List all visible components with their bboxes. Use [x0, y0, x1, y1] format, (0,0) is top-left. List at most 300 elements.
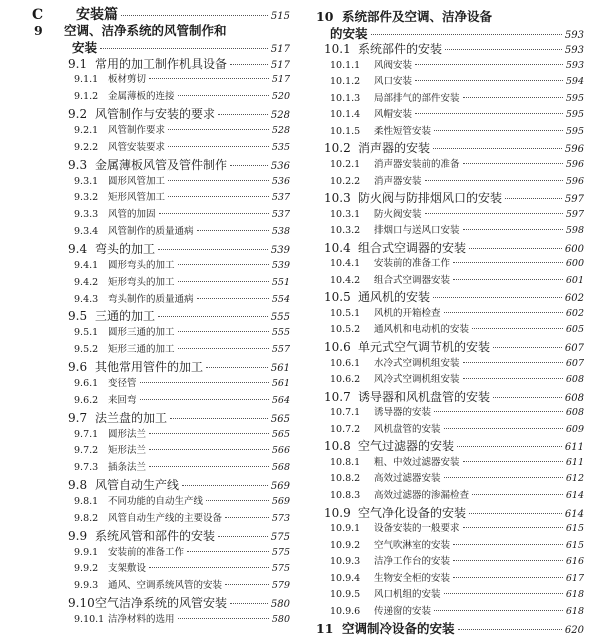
toc-page-number: 593 [565, 59, 584, 71]
toc-number: 9.3.2 [74, 192, 99, 204]
toc-title: 洁净材料的选用 [108, 613, 175, 625]
toc-page-number: 593 [564, 29, 584, 41]
toc-number: 10.1.3 [330, 92, 361, 104]
toc-entry-sub [74, 341, 290, 355]
dot-leader [121, 15, 268, 16]
toc-title: 其他常用管件的加工 [95, 360, 204, 375]
toc-page-number: 566 [271, 445, 290, 457]
toc-page-number: 616 [565, 556, 584, 568]
toc-title: 矩形三通的加工 [108, 344, 175, 356]
toc-entry-sec [324, 504, 584, 521]
toc-number: 10.6.2 [330, 374, 361, 386]
toc-title: 圆形三通的加工 [108, 327, 175, 339]
toc-title: 组合式空调器安装 [374, 274, 451, 286]
dot-leader [158, 316, 268, 317]
dot-leader [453, 544, 563, 545]
dot-leader [453, 560, 563, 561]
toc-page-number: 608 [565, 407, 584, 419]
toc-title: 传递窗的安装 [374, 605, 432, 617]
dot-leader [168, 146, 269, 147]
dot-leader [149, 567, 269, 568]
toc-entry-sub [330, 222, 584, 236]
toc-title: 空气吹淋室的安装 [374, 539, 451, 551]
dot-leader [453, 279, 563, 280]
dot-leader [433, 297, 562, 298]
toc-title: 柔性短管安装 [374, 125, 432, 137]
toc-title: 常用的加工制作机具设备 [95, 56, 228, 71]
dot-leader [140, 399, 269, 400]
toc-number: 10.1.2 [330, 76, 361, 88]
toc-title: 设备安装的一般要求 [374, 523, 460, 535]
toc-page-number: 517 [270, 43, 290, 55]
dot-leader [178, 264, 269, 265]
toc-number: 10.9.3 [330, 556, 361, 568]
dot-leader [425, 180, 563, 181]
toc-page-number: 539 [271, 259, 290, 271]
toc-title: 安装前的准备工作 [108, 546, 185, 558]
toc-page-number: 536 [271, 175, 290, 187]
toc-page-number: 617 [565, 572, 584, 584]
toc-entry-sub [330, 470, 584, 484]
toc-number: 9.5 [68, 309, 88, 324]
toc-entry-sub [74, 88, 290, 102]
dot-leader [493, 347, 562, 348]
toc-entry-sub [330, 173, 584, 187]
toc-title: 风机的开箱检查 [374, 307, 441, 319]
toc-entry-sub [74, 611, 290, 625]
toc-entry-sec [68, 240, 290, 257]
toc-page-number: 596 [565, 158, 584, 170]
toc-number: 9.7.3 [74, 462, 99, 474]
toc-number: 11 [316, 621, 334, 637]
toc-entry-sec [68, 358, 290, 375]
toc-page-number: 611 [564, 442, 584, 454]
dot-leader [425, 213, 563, 214]
toc-page-number: 598 [565, 225, 584, 237]
toc-entry-sub [330, 570, 584, 584]
dot-leader [505, 198, 562, 199]
toc-entry-sec [68, 307, 290, 324]
toc-entry-sec [324, 239, 584, 256]
dot-leader [178, 348, 269, 349]
toc-title: 的安装 [330, 25, 368, 41]
toc-number: 9.2.2 [74, 141, 99, 153]
toc-number: 9.3.3 [74, 209, 99, 221]
toc-number: 10.3 [324, 191, 351, 206]
toc-page-number: 561 [270, 363, 290, 375]
toc-title: 金属薄板风管及管件制作 [95, 157, 228, 172]
toc-entry-sub [74, 206, 290, 220]
toc-entry-sec [324, 437, 584, 454]
toc-number: 9.1.2 [74, 91, 99, 103]
toc-entry-sub [74, 577, 290, 591]
toc-entry-sub [330, 305, 584, 319]
toc-entry-sub [74, 71, 290, 85]
dot-leader [149, 466, 269, 467]
toc-entry-sec [324, 288, 584, 305]
toc-page-number: 568 [271, 462, 290, 474]
toc-entry-sub [330, 123, 584, 137]
toc-number: 9.3.4 [74, 226, 99, 238]
toc-page-number: 607 [565, 357, 584, 369]
toc-number: 10.4.2 [330, 274, 361, 286]
toc-entry-sub [74, 122, 290, 136]
toc-number: 9.8.1 [74, 495, 99, 507]
toc-page-number: 536 [270, 160, 290, 172]
toc-entry-sub [330, 106, 584, 120]
toc-title: 风冷式空调机组安装 [374, 374, 460, 386]
toc-page-number: 614 [565, 489, 584, 501]
toc-title: 空调、洁净系统的风管制作和 [64, 22, 227, 38]
toc-entry-sub [74, 392, 290, 406]
toc-entry-sec [324, 189, 584, 206]
toc-page-number: 551 [271, 276, 290, 288]
toc-entry-sub [330, 156, 584, 170]
toc-title: 系统部件的安装 [358, 42, 443, 57]
toc-number: C [32, 7, 44, 23]
toc-title: 洁净工作台的安装 [374, 556, 451, 568]
toc-page-number: 593 [564, 45, 584, 57]
toc-entry-sec [324, 40, 584, 57]
toc-page-number: 612 [565, 473, 584, 485]
toc-entry-sec [68, 55, 290, 72]
toc-entry-sub [74, 291, 290, 305]
toc-title: 安装前的准备工作 [374, 258, 451, 270]
toc-entry-sub [330, 537, 584, 551]
toc-entry-sub [74, 442, 290, 456]
toc-number: 9.9.2 [74, 563, 99, 575]
toc-title: 风机盘管的安装 [374, 423, 441, 435]
toc-number: 9.4 [68, 242, 88, 257]
toc-title: 高效过滤器的渗漏检查 [374, 489, 470, 501]
dot-leader [168, 129, 269, 130]
dot-leader [472, 328, 563, 329]
toc-number: 9.10 [68, 596, 95, 611]
dot-leader [434, 411, 563, 412]
toc-page-number: 600 [564, 243, 584, 255]
toc-page-number: 528 [271, 125, 290, 137]
dot-leader [230, 31, 287, 32]
toc-title: 金属薄板的连接 [108, 91, 175, 103]
toc-entry-sub [330, 487, 584, 501]
toc-entry-sub [330, 206, 584, 220]
toc-entry-sub [330, 586, 584, 600]
toc-page-number: 557 [271, 344, 290, 356]
toc-page-number: 515 [270, 11, 290, 22]
toc-entry-ch [34, 21, 290, 39]
dot-leader [444, 477, 563, 478]
toc-number: 10.8.3 [330, 489, 361, 501]
dot-leader [458, 629, 562, 630]
toc-title: 生物安全柜的安装 [374, 572, 451, 584]
toc-page-number: 555 [270, 312, 290, 324]
toc-title: 消声器安装前的准备 [374, 158, 460, 170]
dot-leader [225, 584, 269, 585]
toc-page-number: 535 [271, 141, 290, 153]
toc-title: 空气净化设备的安装 [358, 505, 467, 520]
toc-page-number: 602 [565, 307, 584, 319]
toc-number: 9.9.3 [74, 580, 99, 592]
toc-page-number: 537 [271, 192, 290, 204]
toc-title: 高效过滤器安装 [374, 473, 441, 485]
toc-page-number: 608 [564, 392, 584, 404]
toc-entry-sub [74, 324, 290, 338]
toc-entry-cont [72, 38, 290, 56]
toc-page-number: 579 [271, 580, 290, 592]
toc-title: 诱导器和风机盘管的安装 [358, 389, 491, 404]
toc-number: 9.5.1 [74, 327, 99, 339]
toc-entry-sec [68, 105, 290, 122]
toc-entry-sub [74, 459, 290, 473]
dot-leader [218, 114, 268, 115]
dot-leader [433, 148, 562, 149]
toc-title: 来回弯 [108, 394, 137, 406]
toc-page-number: 600 [565, 258, 584, 270]
toc-entry-sec [68, 594, 290, 611]
toc-page-number: 517 [270, 59, 290, 71]
toc-entry-sub [74, 189, 290, 203]
toc-entry-sub [74, 544, 290, 558]
toc-number: 10.9.2 [330, 539, 361, 551]
toc-number: 9.6.2 [74, 394, 99, 406]
dot-leader [463, 461, 563, 462]
toc-number: 10.9 [324, 505, 351, 520]
toc-page-number: 537 [271, 209, 290, 221]
toc-number: 10 [316, 9, 334, 24]
toc-title: 风管制作的质量通病 [108, 226, 194, 238]
dot-leader [472, 494, 563, 495]
toc-page-number: 602 [564, 293, 584, 305]
dot-leader [415, 113, 563, 114]
toc-page-number: 611 [565, 456, 584, 468]
toc-number: 10.3.1 [330, 208, 361, 220]
toc-entry-sub [74, 510, 290, 524]
toc-number: 10.7 [324, 389, 351, 404]
toc-number: 9.3 [68, 157, 88, 172]
toc-page-number: 564 [271, 394, 290, 406]
toc-page-number: 596 [564, 144, 584, 156]
dot-leader [453, 577, 563, 578]
toc-entry-cont [330, 24, 584, 42]
dot-leader [444, 428, 563, 429]
dot-leader [453, 262, 563, 263]
toc-title: 风管制作与安装的要求 [95, 107, 216, 122]
cut-off-top-entry [308, 0, 598, 3]
toc-title: 局部排气的部件安装 [374, 92, 460, 104]
toc-page-number: 595 [565, 125, 584, 137]
toc-number: 9.7.2 [74, 445, 99, 457]
toc-page-number: 595 [565, 92, 584, 104]
dot-leader [444, 312, 563, 313]
toc-page-number: 528 [270, 110, 290, 122]
toc-entry-sub [330, 255, 584, 269]
toc-page-number: 554 [271, 293, 290, 305]
toc-title: 矩形弯头的加工 [108, 276, 175, 288]
toc-title: 安装 [72, 39, 98, 55]
dot-leader [463, 362, 563, 363]
toc-title: 风管制作要求 [108, 125, 166, 137]
dot-leader [206, 500, 269, 501]
dot-leader [159, 213, 269, 214]
toc-entry-sub [330, 553, 584, 567]
toc-title: 组合式空调器的安装 [358, 240, 467, 255]
toc-number: 9.8 [68, 478, 88, 493]
toc-entry-sub [74, 274, 290, 288]
toc-page-number: 565 [270, 413, 290, 425]
dot-leader [149, 433, 269, 434]
toc-number: 9.10.1 [74, 613, 105, 625]
dot-leader [178, 281, 269, 282]
toc-title: 三通的加工 [95, 309, 156, 324]
toc-page-number: 605 [565, 324, 584, 336]
toc-number: 9.4.1 [74, 259, 99, 271]
toc-page-number: 609 [565, 423, 584, 435]
toc-entry-sub [330, 371, 584, 385]
toc-number: 10.5.1 [330, 307, 361, 319]
toc-title: 弯头的加工 [95, 242, 156, 257]
dot-leader [493, 397, 562, 398]
dot-leader [469, 248, 562, 249]
toc-page-number: 615 [565, 523, 584, 535]
toc-page-number: 538 [271, 226, 290, 238]
toc-number: 9.6.1 [74, 377, 99, 389]
toc-title: 安装篇 [76, 7, 118, 23]
dot-leader [415, 64, 563, 65]
toc-number: 10.9.1 [330, 523, 361, 535]
toc-page-number: 575 [271, 546, 290, 558]
dot-leader [158, 249, 268, 250]
toc-page-number: 620 [564, 625, 584, 637]
toc-entry-sec [68, 476, 290, 493]
toc-title: 风阀安装 [374, 59, 413, 71]
dot-leader [495, 17, 581, 18]
dot-leader [170, 418, 268, 419]
dot-leader [469, 513, 562, 514]
dot-leader [230, 603, 268, 604]
toc-entry-sub [330, 520, 584, 534]
dot-leader [463, 378, 563, 379]
dot-leader [225, 517, 269, 518]
dot-leader [149, 449, 269, 450]
toc-number: 10.2.2 [330, 175, 361, 187]
toc-number: 10.9.5 [330, 589, 361, 601]
toc-title: 风管安装要求 [108, 141, 166, 153]
dot-leader [100, 48, 268, 49]
toc-title: 风管的加固 [108, 209, 156, 221]
dot-leader [457, 446, 562, 447]
toc-title: 风口机组的安装 [374, 589, 441, 601]
toc-title: 风帽安装 [374, 109, 413, 121]
toc-page-number: 596 [565, 175, 584, 187]
toc-number: 9.1 [68, 56, 88, 71]
toc-number: 10.8.1 [330, 456, 361, 468]
toc-entry-sub [330, 454, 584, 468]
dot-leader [197, 298, 269, 299]
toc-title: 防火阀安装 [374, 208, 422, 220]
toc-entry-sub [330, 404, 584, 418]
toc-number: 10.9.6 [330, 605, 361, 617]
toc-title: 板材剪切 [108, 74, 147, 86]
toc-entry-sub [330, 90, 584, 104]
toc-number: 10.1.1 [330, 59, 361, 71]
toc-entry-sub [330, 321, 584, 335]
dot-leader [415, 80, 563, 81]
toc-title: 粗、中效过滤器安装 [374, 456, 460, 468]
toc-page-number: 614 [564, 508, 584, 520]
toc-title: 消声器安装 [374, 175, 422, 187]
toc-number: 10.7.1 [330, 407, 361, 419]
toc-page-number: 520 [271, 91, 290, 103]
toc-number: 9 [34, 22, 43, 38]
toc-entry-sec [324, 388, 584, 405]
toc-page-number: 573 [271, 512, 290, 524]
toc-number: 10.6.1 [330, 357, 361, 369]
toc-page-number: 517 [271, 74, 290, 86]
toc-number: 9.8.2 [74, 512, 99, 524]
toc-number: 10.5 [324, 290, 351, 305]
toc-title: 弯头制作的质量通病 [108, 293, 194, 305]
dot-leader [218, 536, 268, 537]
toc-title: 防火阀与防排烟风口的安装 [358, 191, 503, 206]
toc-title: 系统部件及空调、洁净设备 [342, 9, 493, 24]
dot-leader [197, 230, 269, 231]
dot-leader [168, 180, 269, 181]
toc-number: 9.2 [68, 107, 88, 122]
toc-entry-sub [74, 257, 290, 271]
toc-entry-sub [74, 375, 290, 389]
toc-title: 空调制冷设备的安装 [342, 621, 455, 637]
toc-entry-sub [74, 560, 290, 574]
toc-entry-ch [316, 7, 584, 25]
toc-entry-ch [316, 619, 584, 637]
toc-title: 排烟口与送风口安装 [374, 225, 460, 237]
toc-page-number: 597 [564, 194, 584, 206]
toc-page-number: 595 [565, 109, 584, 121]
toc-number: 10.9.4 [330, 572, 361, 584]
toc-number: 9.9.1 [74, 546, 99, 558]
toc-number: 10.2 [324, 141, 351, 156]
toc-entry-sub [74, 493, 290, 507]
toc-number: 10.2.1 [330, 158, 361, 170]
toc-title: 变径管 [108, 377, 137, 389]
toc-page-number: 580 [270, 599, 290, 611]
toc-title: 矩形法兰 [108, 445, 147, 457]
toc-number: 10.1.5 [330, 125, 361, 137]
toc-entry-sub [74, 173, 290, 187]
toc-title: 水冷式空调机组安装 [374, 357, 460, 369]
toc-entry-sub [330, 603, 584, 617]
dot-leader [168, 196, 269, 197]
toc-entry-sub [330, 421, 584, 435]
toc-number: 10.4 [324, 240, 351, 255]
dot-leader [182, 485, 268, 486]
toc-title: 空气过滤器的安装 [358, 439, 455, 454]
dot-leader [140, 382, 269, 383]
toc-page-number: 607 [564, 343, 584, 354]
toc-title: 通风机的安装 [358, 290, 431, 305]
toc-page-number: 561 [271, 377, 290, 389]
toc-entry-sub [74, 426, 290, 440]
toc-number: 9.9 [68, 528, 88, 543]
toc-title: 系统风管和部件的安装 [95, 528, 216, 543]
toc-title: 通风、空调系统风管的安装 [108, 580, 223, 592]
toc-number: 9.6 [68, 360, 88, 375]
toc-title: 单元式空气调节机的安装 [358, 340, 491, 354]
toc-number: 9.5.2 [74, 344, 99, 356]
dot-leader [463, 229, 563, 230]
toc-page-number: 580 [271, 613, 290, 625]
dot-leader [463, 163, 563, 164]
